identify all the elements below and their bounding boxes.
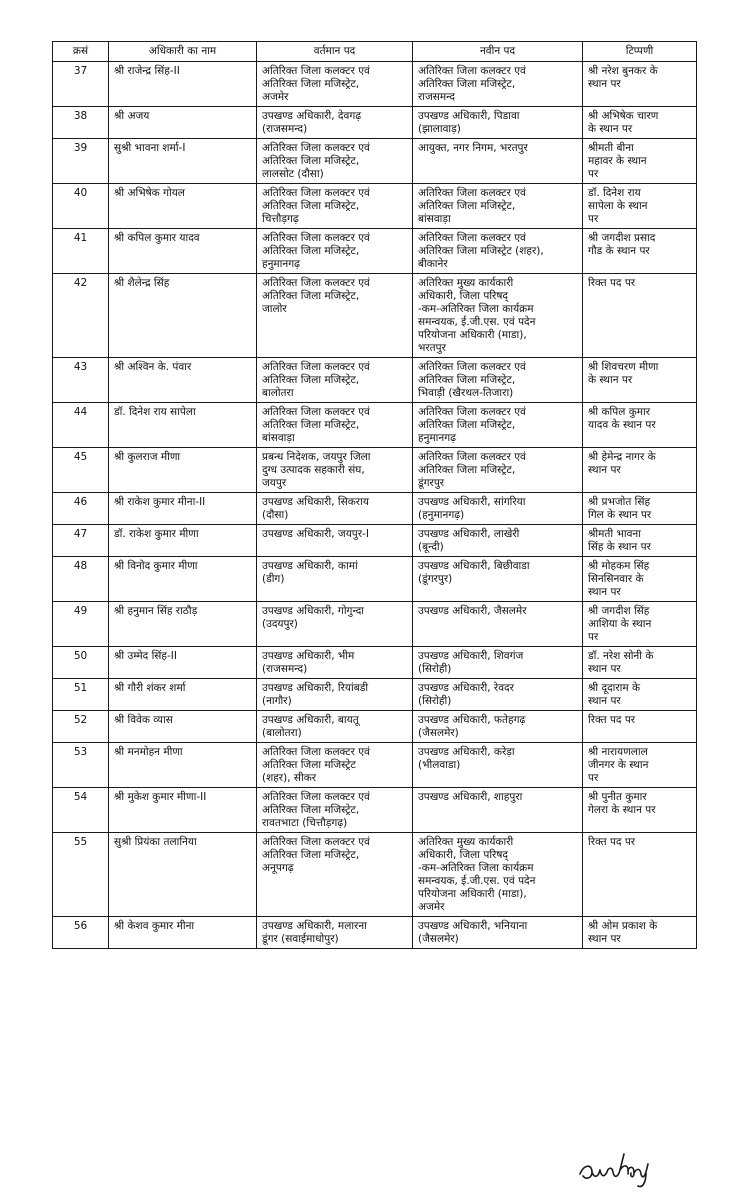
cell-remark xyxy=(583,743,697,788)
cell-line: अतिरिक्त मुख्य कार्यकारी xyxy=(418,836,514,848)
cell-line: अतिरिक्त जिला मजिस्ट्रेट, xyxy=(262,78,360,90)
cell-line: डॉ. नरेश सोनी के xyxy=(588,650,654,662)
table-row xyxy=(53,602,697,647)
cell-current-post xyxy=(257,743,413,788)
cell-new-post xyxy=(413,358,583,403)
cell-line: परियोजना अधिकारी (माडा), xyxy=(418,329,527,341)
cell-current-post xyxy=(257,602,413,647)
cell-remark xyxy=(583,448,697,493)
cell-line: स्थान पर xyxy=(588,464,621,476)
cell-line: अतिरिक्त जिला कलक्टर एवं xyxy=(262,406,370,418)
table-row xyxy=(53,917,697,949)
cell-line: पर xyxy=(588,168,599,180)
cell-line: उपखण्ड अधिकारी, कामां xyxy=(262,560,358,572)
cell-line: बांसवाड़ा xyxy=(262,432,295,444)
posting-order-table xyxy=(52,41,697,949)
cell-line: उपखण्ड अधिकारी, देवगढ़ xyxy=(262,110,362,122)
cell-line: जयपुर xyxy=(262,477,287,489)
cell-line: उपखण्ड अधिकारी, बिछीवाडा xyxy=(418,560,530,572)
cell-line: स्थान पर xyxy=(588,695,621,707)
cell-line: अतिरिक्त जिला कलक्टर एवं xyxy=(262,361,370,373)
cell-officer-name: श्री मुकेश कुमार मीणा-II xyxy=(109,788,257,833)
cell-line: अतिरिक्त जिला मजिस्ट्रेट, xyxy=(418,200,516,212)
cell-remark xyxy=(583,107,697,139)
cell-serial: 48 xyxy=(53,557,109,602)
cell-line: अतिरिक्त जिला कलक्टर एवं xyxy=(262,232,370,244)
table-row xyxy=(53,833,697,917)
cell-serial: 42 xyxy=(53,274,109,358)
cell-line: हनुमानगढ़ xyxy=(418,432,457,444)
cell-line: (डूंगरपुर) xyxy=(418,573,453,585)
cell-current-post xyxy=(257,557,413,602)
cell-officer-name: श्री विनोद कुमार मीणा xyxy=(109,557,257,602)
cell-remark xyxy=(583,229,697,274)
cell-line: (हनुमानगढ़) xyxy=(418,509,465,521)
cell-new-post xyxy=(413,788,583,833)
cell-line: अतिरिक्त जिला मजिस्ट्रेट, xyxy=(262,155,360,167)
cell-line: (राजसमन्द) xyxy=(262,663,308,675)
cell-line: अतिरिक्त जिला मजिस्ट्रेट, xyxy=(262,804,360,816)
cell-serial: 49 xyxy=(53,602,109,647)
cell-new-post xyxy=(413,184,583,229)
cell-new-post xyxy=(413,917,583,949)
cell-line: बांसवाड़ा xyxy=(418,213,451,225)
cell-line: उपखण्ड अधिकारी, शाहपुरा xyxy=(418,791,523,803)
table-row xyxy=(53,229,697,274)
cell-current-post xyxy=(257,788,413,833)
cell-line: जीनगर के स्थान xyxy=(588,759,649,771)
cell-new-post xyxy=(413,525,583,557)
table-row xyxy=(53,493,697,525)
cell-line: पर xyxy=(588,213,599,225)
cell-officer-name: श्री कुलराज मीणा xyxy=(109,448,257,493)
cell-line: के स्थान पर xyxy=(588,374,633,386)
table-row xyxy=(53,403,697,448)
cell-line: (नागौर) xyxy=(262,695,292,707)
cell-line: सिंह के स्थान पर xyxy=(588,541,651,553)
cell-line: अतिरिक्त जिला मजिस्ट्रेट, xyxy=(262,290,360,302)
cell-line: उपखण्ड अधिकारी, पिडावा xyxy=(418,110,520,122)
cell-line: (उदयपुर) xyxy=(262,618,298,630)
cell-line: (राजसमन्द) xyxy=(262,123,308,135)
cell-line: स्थान पर xyxy=(588,663,621,675)
cell-line: गिल के स्थान पर xyxy=(588,509,652,521)
cell-officer-name: डॉ. दिनेश राय सापेला xyxy=(109,403,257,448)
cell-line: उपखण्ड अधिकारी, भीम xyxy=(262,650,355,662)
cell-line: श्रीमती बीना xyxy=(588,142,634,154)
table-row xyxy=(53,448,697,493)
cell-line: अतिरिक्त जिला कलक्टर एवं xyxy=(262,791,370,803)
cell-line: श्री हेमेन्द्र नागर के xyxy=(588,451,656,463)
cell-remark xyxy=(583,602,697,647)
header-remark: टिप्पणी xyxy=(583,42,697,62)
cell-remark xyxy=(583,358,697,403)
table-row xyxy=(53,711,697,743)
header-serial: क्रसं xyxy=(53,42,109,62)
cell-serial: 46 xyxy=(53,493,109,525)
cell-line: अतिरिक्त जिला कलक्टर एवं xyxy=(418,232,526,244)
cell-line: उपखण्ड अधिकारी, सिकराय xyxy=(262,496,369,508)
header-officer-name: अधिकारी का नाम xyxy=(109,42,257,62)
cell-line: महावर के स्थान xyxy=(588,155,647,167)
cell-serial: 40 xyxy=(53,184,109,229)
header-current-post: वर्तमान पद xyxy=(257,42,413,62)
cell-officer-name: डॉ. राकेश कुमार मीणा xyxy=(109,525,257,557)
header-new-post: नवीन पद xyxy=(413,42,583,62)
cell-new-post xyxy=(413,403,583,448)
cell-line: अजमेर xyxy=(262,91,289,103)
cell-current-post xyxy=(257,711,413,743)
table-row xyxy=(53,743,697,788)
cell-remark xyxy=(583,525,697,557)
cell-officer-name: श्री राकेश कुमार मीना-II xyxy=(109,493,257,525)
cell-current-post xyxy=(257,679,413,711)
table-header-row xyxy=(53,42,697,62)
cell-current-post xyxy=(257,139,413,184)
cell-line: उपखण्ड अधिकारी, फतेहगढ़ xyxy=(418,714,526,726)
cell-line: उपखण्ड अधिकारी, सांगरिया xyxy=(418,496,526,508)
cell-new-post xyxy=(413,602,583,647)
cell-line: डूंगर (सवाईमाधोपुर) xyxy=(262,933,339,945)
cell-serial: 37 xyxy=(53,62,109,107)
cell-line: उपखण्ड अधिकारी, बायतू xyxy=(262,714,359,726)
cell-officer-name: श्री अश्विन के. पंवार xyxy=(109,358,257,403)
cell-line: गौड के स्थान पर xyxy=(588,245,650,257)
cell-line: -कम-अतिरिक्त जिला कार्यक्रम xyxy=(418,862,534,874)
cell-line: अतिरिक्त जिला कलक्टर एवं xyxy=(418,187,526,199)
cell-line: रिक्त पद पर xyxy=(588,277,636,289)
cell-remark xyxy=(583,647,697,679)
cell-line: डूंगरपुर xyxy=(418,477,445,489)
cell-line: रिक्त पद पर xyxy=(588,714,636,726)
cell-current-post xyxy=(257,448,413,493)
cell-line: पर xyxy=(588,772,599,784)
cell-new-post xyxy=(413,62,583,107)
cell-line: उपखण्ड अधिकारी, गोगुन्दा xyxy=(262,605,365,617)
cell-line: अतिरिक्त जिला मजिस्ट्रेट, xyxy=(418,464,516,476)
table-row xyxy=(53,557,697,602)
cell-officer-name: श्री गौरी शंकर शर्मा xyxy=(109,679,257,711)
table-body xyxy=(53,62,697,949)
cell-line: भिवाड़ी (खैरथल-तिजारा) xyxy=(418,387,514,399)
cell-officer-name: श्री अभिषेक गोयल xyxy=(109,184,257,229)
cell-line: श्री जगदीश सिंह xyxy=(588,605,650,617)
cell-line: (दौसा) xyxy=(262,509,289,521)
cell-line: अतिरिक्त जिला कलक्टर एवं xyxy=(418,65,526,77)
cell-remark xyxy=(583,833,697,917)
cell-new-post xyxy=(413,493,583,525)
cell-new-post xyxy=(413,107,583,139)
cell-line: रावतभाटा (चित्तौड़गढ़) xyxy=(262,817,348,829)
cell-current-post xyxy=(257,917,413,949)
cell-line: -कम-अतिरिक्त जिला कार्यक्रम xyxy=(418,303,534,315)
cell-line: श्री प्रभजोत सिंह xyxy=(588,496,651,508)
cell-line: बीकानेर xyxy=(418,258,448,270)
cell-line: अतिरिक्त जिला कलक्टर एवं xyxy=(418,451,526,463)
cell-line: चित्तौड़गढ़ xyxy=(262,213,299,225)
cell-line: (जैसलमेर) xyxy=(418,933,459,945)
cell-current-post xyxy=(257,229,413,274)
cell-line: परियोजना अधिकारी (माडा), xyxy=(418,888,527,900)
cell-line: (डीग) xyxy=(262,573,285,585)
cell-line: अतिरिक्त जिला मजिस्ट्रेट, xyxy=(262,200,360,212)
cell-serial: 38 xyxy=(53,107,109,139)
cell-officer-name: श्री मनमोहन मीणा xyxy=(109,743,257,788)
cell-officer-name: श्री राजेन्द्र सिंह-II xyxy=(109,62,257,107)
cell-remark xyxy=(583,274,697,358)
table-row xyxy=(53,139,697,184)
table-row xyxy=(53,358,697,403)
table-row xyxy=(53,62,697,107)
cell-line: श्री मोहकम सिंह xyxy=(588,560,650,572)
cell-line: अतिरिक्त जिला मजिस्ट्रेट, xyxy=(262,374,360,386)
cell-new-post xyxy=(413,711,583,743)
table-row xyxy=(53,107,697,139)
cell-officer-name: श्री शैलेन्द्र सिंह xyxy=(109,274,257,358)
cell-line: श्री ओम प्रकाश के xyxy=(588,920,658,932)
cell-new-post xyxy=(413,229,583,274)
cell-line: श्रीमती भावना xyxy=(588,528,641,540)
cell-current-post xyxy=(257,833,413,917)
cell-line: श्री नरेश बुनकर के xyxy=(588,65,658,77)
cell-new-post xyxy=(413,743,583,788)
cell-line: उपखण्ड अधिकारी, रेवदर xyxy=(418,682,514,694)
cell-new-post xyxy=(413,274,583,358)
cell-line: (झालावाड़) xyxy=(418,123,461,135)
cell-line: अतिरिक्त मुख्य कार्यकारी xyxy=(418,277,514,289)
cell-line: अतिरिक्त जिला मजिस्ट्रेट xyxy=(262,759,356,771)
cell-line: (सिरोही) xyxy=(418,663,452,675)
cell-line: उपखण्ड अधिकारी, लाखेरी xyxy=(418,528,520,540)
cell-line: सिनसिनवार के xyxy=(588,573,644,585)
cell-current-post xyxy=(257,358,413,403)
cell-current-post xyxy=(257,274,413,358)
cell-line: उपखण्ड अधिकारी, भनियाना xyxy=(418,920,528,932)
cell-line: श्री शिवचरण मीणा xyxy=(588,361,659,373)
cell-line: भरतपुर xyxy=(418,342,446,354)
cell-serial: 50 xyxy=(53,647,109,679)
cell-line: अनूपगढ़ xyxy=(262,862,294,874)
handwritten-signature xyxy=(576,1140,676,1190)
cell-line: रिक्त पद पर xyxy=(588,836,636,848)
table-row xyxy=(53,679,697,711)
cell-line: डॉ. दिनेश राय xyxy=(588,187,641,199)
cell-serial: 41 xyxy=(53,229,109,274)
cell-remark xyxy=(583,557,697,602)
cell-new-post xyxy=(413,833,583,917)
cell-line: (भीलवाडा) xyxy=(418,759,461,771)
cell-line: अतिरिक्त जिला कलक्टर एवं xyxy=(262,187,370,199)
cell-serial: 45 xyxy=(53,448,109,493)
table-row xyxy=(53,647,697,679)
cell-line: बालोतरा xyxy=(262,387,294,399)
cell-line: अधिकारी, जिला परिषद् xyxy=(418,290,508,302)
cell-line: (बून्दी) xyxy=(418,541,444,553)
cell-current-post xyxy=(257,525,413,557)
cell-line: पर xyxy=(588,631,599,643)
cell-serial: 51 xyxy=(53,679,109,711)
cell-officer-name: श्री कपिल कुमार यादव xyxy=(109,229,257,274)
cell-line: (शहर), सीकर xyxy=(262,772,317,784)
cell-remark xyxy=(583,493,697,525)
cell-serial: 52 xyxy=(53,711,109,743)
cell-new-post xyxy=(413,679,583,711)
cell-serial: 47 xyxy=(53,525,109,557)
cell-line: स्थान पर xyxy=(588,933,621,945)
cell-current-post xyxy=(257,62,413,107)
cell-line: अतिरिक्त जिला मजिस्ट्रेट, xyxy=(262,849,360,861)
cell-officer-name: श्री हनुमान सिंह राठौड़ xyxy=(109,602,257,647)
cell-officer-name: श्री उम्मेद सिंह-II xyxy=(109,647,257,679)
cell-remark xyxy=(583,139,697,184)
cell-line: अतिरिक्त जिला कलक्टर एवं xyxy=(262,277,370,289)
cell-current-post xyxy=(257,107,413,139)
cell-line: जालोर xyxy=(262,303,287,315)
cell-serial: 53 xyxy=(53,743,109,788)
cell-current-post xyxy=(257,493,413,525)
cell-line: आशिया के स्थान xyxy=(588,618,652,630)
cell-current-post xyxy=(257,647,413,679)
cell-line: उपखण्ड अधिकारी, मलारना xyxy=(262,920,367,932)
cell-officer-name: सुश्री भावना शर्मा-I xyxy=(109,139,257,184)
cell-line: अतिरिक्त जिला मजिस्ट्रेट, xyxy=(418,78,516,90)
cell-line: राजसमन्द xyxy=(418,91,456,103)
cell-line: आयुक्त, नगर निगम, भरतपुर xyxy=(418,142,528,154)
table-row xyxy=(53,788,697,833)
cell-remark xyxy=(583,184,697,229)
cell-serial: 56 xyxy=(53,917,109,949)
cell-officer-name: श्री विवेक व्यास xyxy=(109,711,257,743)
cell-serial: 55 xyxy=(53,833,109,917)
cell-line: अतिरिक्त जिला कलक्टर एवं xyxy=(262,746,370,758)
cell-serial: 39 xyxy=(53,139,109,184)
cell-remark xyxy=(583,788,697,833)
cell-new-post xyxy=(413,647,583,679)
cell-line: यादव के स्थान पर xyxy=(588,419,656,431)
cell-line: अजमेर xyxy=(418,901,445,913)
cell-remark xyxy=(583,917,697,949)
cell-line: दुग्ध उत्पादक सहकारी संघ, xyxy=(262,464,365,476)
cell-line: अतिरिक्त जिला कलक्टर एवं xyxy=(418,361,526,373)
cell-line: श्री कपिल कुमार xyxy=(588,406,651,418)
cell-line: (जैसलमेर) xyxy=(418,727,459,739)
cell-current-post xyxy=(257,403,413,448)
cell-line: अतिरिक्त जिला मजिस्ट्रेट, xyxy=(418,419,516,431)
cell-line: श्री अभिषेक चारण xyxy=(588,110,659,122)
cell-officer-name: श्री केशव कुमार मीना xyxy=(109,917,257,949)
cell-line: लालसोट (दौसा) xyxy=(262,168,324,180)
cell-line: उपखण्ड अधिकारी, करेड़ा xyxy=(418,746,515,758)
cell-line: अतिरिक्त जिला कलक्टर एवं xyxy=(262,142,370,154)
cell-line: श्री नारायणलाल xyxy=(588,746,648,758)
cell-line: समन्वयक, ई.जी.एस. एवं पदेन xyxy=(418,875,536,887)
cell-new-post xyxy=(413,139,583,184)
cell-line: अधिकारी, जिला परिषद् xyxy=(418,849,508,861)
cell-line: उपखण्ड अधिकारी, शिवगंज xyxy=(418,650,524,662)
cell-remark xyxy=(583,679,697,711)
cell-line: अतिरिक्त जिला मजिस्ट्रेट, xyxy=(418,374,516,386)
cell-new-post xyxy=(413,557,583,602)
cell-serial: 43 xyxy=(53,358,109,403)
cell-line: सापेला के स्थान xyxy=(588,200,648,212)
cell-line: अतिरिक्त जिला मजिस्ट्रेट, xyxy=(262,245,360,257)
cell-serial: 44 xyxy=(53,403,109,448)
cell-remark xyxy=(583,403,697,448)
cell-line: उपखण्ड अधिकारी, जैसलमेर xyxy=(418,605,527,617)
table-row xyxy=(53,184,697,229)
cell-line: समन्वयक, ई.जी.एस. एवं पदेन xyxy=(418,316,536,328)
cell-line: (सिरोही) xyxy=(418,695,452,707)
cell-line: हनुमानगढ़ xyxy=(262,258,301,270)
cell-line: स्थान पर xyxy=(588,78,621,90)
cell-remark xyxy=(583,711,697,743)
cell-line: अतिरिक्त जिला मजिस्ट्रेट, xyxy=(262,419,360,431)
cell-line: अतिरिक्त जिला कलक्टर एवं xyxy=(418,406,526,418)
cell-line: श्री जगदीश प्रसाद xyxy=(588,232,656,244)
cell-current-post xyxy=(257,184,413,229)
cell-line: के स्थान पर xyxy=(588,123,633,135)
cell-line: उपखण्ड अधिकारी, जयपुर-I xyxy=(262,528,369,540)
cell-line: उपखण्ड अधिकारी, रियांबडी xyxy=(262,682,369,694)
cell-line: गेलरा के स्थान पर xyxy=(588,804,656,816)
cell-line: (बालोतरा) xyxy=(262,727,302,739)
cell-line: अतिरिक्त जिला कलक्टर एवं xyxy=(262,65,370,77)
cell-line: अतिरिक्त जिला कलक्टर एवं xyxy=(262,836,370,848)
cell-line: स्थान पर xyxy=(588,586,621,598)
cell-remark xyxy=(583,62,697,107)
cell-line: प्रबन्ध निदेशक, जयपुर जिला xyxy=(262,451,371,463)
cell-new-post xyxy=(413,448,583,493)
cell-officer-name: सुश्री प्रियंका तलानिया xyxy=(109,833,257,917)
cell-line: अतिरिक्त जिला मजिस्ट्रेट (शहर), xyxy=(418,245,544,257)
cell-line: श्री दूदाराम के xyxy=(588,682,641,694)
cell-line: श्री पुनीत कुमार xyxy=(588,791,647,803)
cell-officer-name: श्री अजय xyxy=(109,107,257,139)
table-row xyxy=(53,525,697,557)
cell-serial: 54 xyxy=(53,788,109,833)
table-row xyxy=(53,274,697,358)
